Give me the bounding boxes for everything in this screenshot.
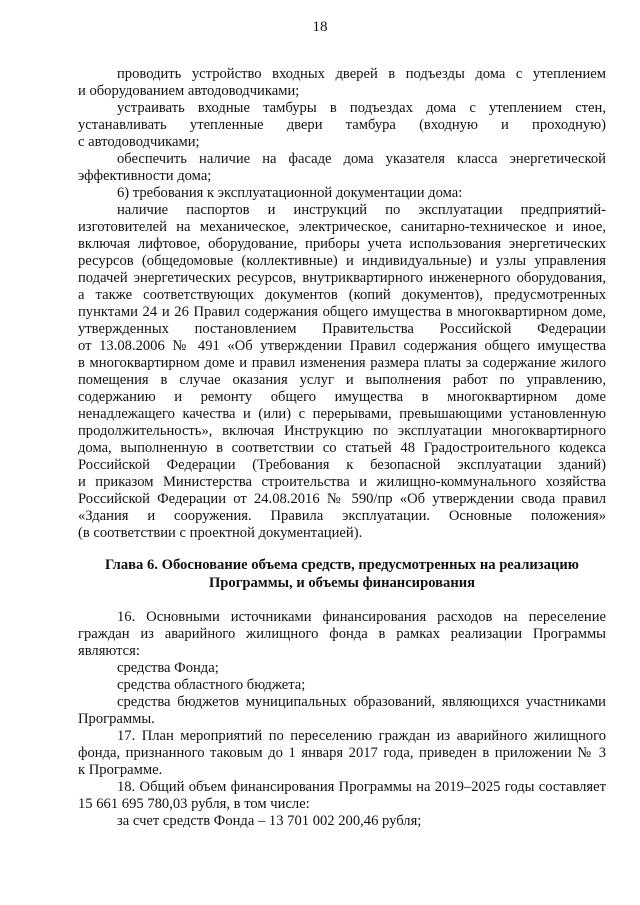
text-line: изготовителей на механическое, электрическое, санитарно-техническое и иное, bbox=[78, 219, 606, 235]
text-line: наличие паспортов и инструкций по эксплуатации предприятий- bbox=[117, 202, 606, 218]
text-line: 16. Основными источниками финансирования расходов на переселение bbox=[117, 609, 606, 625]
text-line: Российской Федерации (Требования к безопасной эксплуатации зданий) bbox=[78, 457, 606, 473]
text-line: устанавливать утепленные двери тамбура (входную и проходную) bbox=[78, 117, 606, 133]
text-line: 18. Общий объем финансирования Программы на 2019–2025 годы составляет bbox=[117, 779, 606, 795]
text-line: и оборудованием автодоводчиками; bbox=[78, 83, 300, 99]
text-line: 6) требования к эксплуатационной документации дома: bbox=[117, 185, 463, 201]
text-line: проводить устройство входных дверей в подъезды дома с утеплением bbox=[117, 66, 606, 82]
text-line: продолжительность», включая Инструкцию по эксплуатации многоквартирного bbox=[78, 423, 606, 439]
text-line: и приказом Министерства строительства и жилищно-коммунального хозяйства bbox=[78, 474, 606, 490]
text-line: утвержденных постановлением Правительства Российской Федерации bbox=[78, 321, 606, 337]
chapter-heading-line-2: Программы, и объемы финансирования bbox=[208, 575, 476, 591]
text-line: 17. План мероприятий по переселению граждан из аварийного жилищного bbox=[117, 728, 606, 744]
text-line: Программы. bbox=[78, 711, 155, 727]
text-line: ресурсов (общедомовые (коллективные) и индивидуальные) и узлы управления bbox=[78, 253, 606, 269]
text-line: (в соответствии с проектной документацией). bbox=[78, 525, 363, 541]
text-line: средства бюджетов муниципальных образований, являющихся участниками bbox=[117, 694, 606, 710]
text-line: средства Фонда; bbox=[117, 660, 219, 676]
page-number: 18 bbox=[312, 19, 328, 35]
text-line: подачей энергетических ресурсов, внутриквартирного инженерного оборудования, bbox=[78, 270, 606, 286]
text-line: ненадлежащего качества и (или) с перерывами, превышающими установленную bbox=[78, 406, 606, 422]
text-line: обеспечить наличие на фасаде дома указателя класса энергетической bbox=[117, 151, 606, 167]
text-line: эффективности дома; bbox=[78, 168, 212, 184]
text-line: в многоквартирном доме и правил изменения размера платы за содержание жилого bbox=[78, 355, 606, 371]
text-line: содержанию и ремонту общего имущества в многоквартирном доме bbox=[78, 389, 606, 405]
text-line: Российской Федерации от 24.08.2016 № 590/пр «Об утверждении свода правил bbox=[78, 491, 606, 507]
text-line: а также соответствующих документов (копий документов), предусмотренных bbox=[78, 287, 606, 303]
text-line: с автодоводчиками; bbox=[78, 134, 200, 150]
chapter-heading-line-1: Глава 6. Обоснование объема средств, предусмотренных на реализацию bbox=[105, 557, 579, 573]
text-line: к Программе. bbox=[78, 762, 163, 778]
text-line: помещения в случае оказания услуг и выполнения работ по управлению, bbox=[78, 372, 606, 388]
text-line: включая лифтовое, оборудование, приборы учета использования энергетических bbox=[78, 236, 606, 252]
text-line: граждан из аварийного жилищного фонда в рамках реализации Программы bbox=[78, 626, 606, 642]
text-line: за счет средств Фонда – 13 701 002 200,46 рубля; bbox=[117, 813, 422, 829]
text-line: пунктами 24 и 26 Правил содержания общего имущества в многоквартирном доме, bbox=[78, 304, 606, 320]
document-body bbox=[78, 66, 606, 830]
text-line: средства областного бюджета; bbox=[117, 677, 306, 693]
text-line: от 13.08.2006 № 491 «Об утверждении Правил содержания общего имущества bbox=[78, 338, 606, 354]
text-line: дома, выполненную в соответствии со статьей 48 Градостроительного кодекса bbox=[78, 440, 606, 456]
text-line: «Здания и сооружения. Правила эксплуатации. Основные положения» bbox=[78, 508, 606, 524]
paragraph-block-financing bbox=[78, 609, 606, 830]
paragraph-block-requirements bbox=[78, 66, 606, 542]
text-line: устраивать входные тамбуры в подъездах дома с утеплением стен, bbox=[117, 100, 606, 116]
text-line: 15 661 695 780,03 рубля, в том числе: bbox=[78, 796, 310, 812]
text-line: являются: bbox=[78, 643, 140, 659]
text-line: фонда, признанного таковым до 1 января 2017 года, приведен в приложении № 3 bbox=[78, 745, 606, 761]
